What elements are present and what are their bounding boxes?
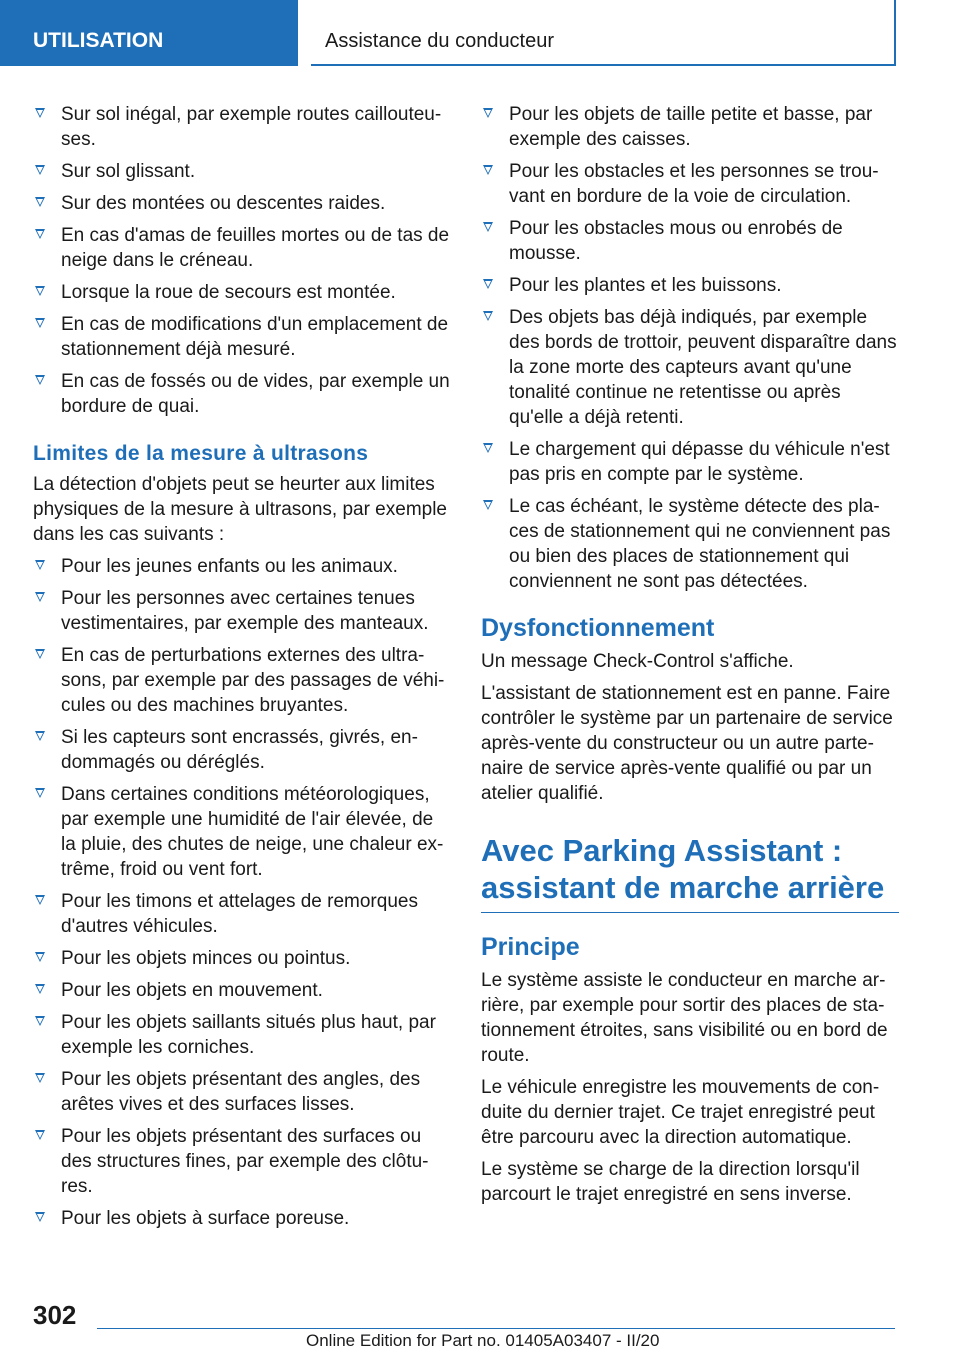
- bullet-triangle-icon: [35, 108, 45, 118]
- list-item: [33, 1067, 451, 1117]
- list-item-text: En cas de perturbations externes des ultra-sons, par exemple par des passages de véhi-cules ou des machines bruyantes.: [61, 645, 445, 716]
- list-item: [481, 494, 899, 594]
- list-item: [33, 280, 451, 305]
- list-item-text: Sur sol glissant.: [61, 161, 196, 182]
- bullet-triangle-icon: [35, 952, 45, 962]
- list-item: [481, 437, 899, 487]
- list-item-text: Pour les objets en mouvement.: [61, 980, 323, 1001]
- bullet-triangle-icon: [483, 222, 493, 232]
- bullet-triangle-icon: [35, 286, 45, 296]
- bullet-triangle-icon: [483, 311, 493, 321]
- list-item: [33, 159, 451, 184]
- list-item: [33, 889, 451, 939]
- list-item: [33, 1206, 451, 1231]
- bullet-triangle-icon: [35, 375, 45, 385]
- list-item-text: Pour les objets de taille petite et basse, par exemple des caisses.: [509, 104, 873, 150]
- paragraph: Le système se charge de la direction lorsqu'il parcourt le trajet enregistré en sens inverse.: [481, 1159, 860, 1205]
- list-item-text: En cas d'amas de feuilles mortes ou de tas de neige dans le créneau.: [61, 225, 450, 271]
- list-item: [33, 102, 451, 152]
- bullet-triangle-icon: [35, 1212, 45, 1222]
- bullet-triangle-icon: [35, 165, 45, 175]
- bullet-triangle-icon: [483, 108, 493, 118]
- bullet-triangle-icon: [35, 984, 45, 994]
- list-item: [481, 159, 899, 209]
- bullet-triangle-icon: [483, 279, 493, 289]
- paragraph: Le véhicule enregistre les mouvements de con-duite du dernier trajet. Ce trajet enregistré peut être parcouru avec la direction automatique.: [481, 1077, 880, 1148]
- bullet-triangle-icon: [35, 560, 45, 570]
- paragraph: L'assistant de stationnement est en panne. Faire contrôler le système par un partenaire de service après-vente du constructeur ou un autre parte-naire de service après-vente qualifié ou par un atelier qualifié.: [481, 683, 893, 804]
- footer-divider: [97, 1328, 895, 1329]
- bullet-triangle-icon: [35, 895, 45, 905]
- bullet-triangle-icon: [483, 165, 493, 175]
- list-item-text: En cas de fossés ou de vides, par exemple un bordure de quai.: [61, 371, 450, 417]
- list-item: [33, 369, 451, 419]
- list-item-text: Pour les jeunes enfants ou les animaux.: [61, 556, 398, 577]
- list-item: [481, 102, 899, 152]
- list-item: [33, 1124, 451, 1199]
- list-item-text: Lorsque la roue de secours est montée.: [61, 282, 396, 303]
- bullet-triangle-icon: [35, 788, 45, 798]
- principle-heading: Principe: [481, 933, 580, 961]
- bullet-triangle-icon: [35, 731, 45, 741]
- list-item-text: Dans certaines conditions météorologiques, par exemple une humidité de l'air élevée, de la pluie, des chutes de neige, une chaleur ex-trême, froid ou vent fort.: [61, 784, 444, 880]
- chapter-title: Assistance du conducteur: [311, 0, 896, 66]
- bullet-list: [33, 554, 451, 1231]
- list-item: [33, 223, 451, 273]
- edition-note: Online Edition for Part no. 01405A03407 - II/20: [306, 1331, 660, 1350]
- page-number: 302: [33, 1300, 77, 1330]
- list-item-text: Sur sol inégal, par exemple routes caillouteu-ses.: [61, 104, 442, 150]
- list-item: [33, 1010, 451, 1060]
- bullet-triangle-icon: [483, 500, 493, 510]
- list-item-text: Pour les plantes et les buissons.: [509, 275, 782, 296]
- bullet-triangle-icon: [35, 1130, 45, 1140]
- list-item-text: Pour les objets à surface poreuse.: [61, 1208, 350, 1229]
- list-item: [33, 725, 451, 775]
- list-item-text: Pour les obstacles et les personnes se trou-vant en bordure de la voie de circulation.: [509, 161, 879, 207]
- bullet-triangle-icon: [483, 443, 493, 453]
- list-item-text: Le cas échéant, le système détecte des pla-ces de stationnement qui ne conviennent pas ou bien des places de stationnement qui conviennent ne sont pas détectées.: [509, 496, 891, 592]
- left-column: [33, 102, 451, 1238]
- list-item-text: Si les capteurs sont encrassés, givrés, en-dommagés ou déréglés.: [61, 727, 418, 773]
- list-item-text: Des objets bas déjà indiqués, par exemple des bords de trottoir, peuvent disparaître dans la zone morte des capteurs avant qu'une tonalité continue ne retentisse ou après qu'elle a déjà retenti.: [509, 307, 897, 428]
- list-item: [33, 312, 451, 362]
- bullet-list: [33, 102, 451, 419]
- list-item-text: Pour les objets saillants situés plus haut, par exemple les corniches.: [61, 1012, 436, 1058]
- list-item-text: Pour les objets présentant des surfaces ou des structures fines, par exemple des clôtu-res.: [61, 1126, 429, 1197]
- list-item-text: Le chargement qui dépasse du véhicule n'est pas pris en compte par le système.: [509, 439, 890, 485]
- bullet-triangle-icon: [35, 197, 45, 207]
- list-item-text: Pour les personnes avec certaines tenues vestimentaires, par exemple des manteaux.: [61, 588, 429, 634]
- limits-intro: La détection d'objets peut se heurter aux limites physiques de la mesure à ultrasons, par exemple dans les cas suivants :: [33, 474, 448, 545]
- list-item-text: En cas de modifications d'un emplacement de stationnement déjà mesuré.: [61, 314, 449, 360]
- list-item: [481, 216, 899, 266]
- section-title: Avec Parking Assistant : assistant de marche arrière: [481, 832, 899, 913]
- list-item: [33, 782, 451, 882]
- bullet-triangle-icon: [35, 1073, 45, 1083]
- paragraph: Le système assiste le conducteur en marche ar-rière, par exemple pour sortir des places de sta-tionnement étroites, sans visibilité ou en bord de route.: [481, 970, 888, 1066]
- bullet-triangle-icon: [35, 649, 45, 659]
- right-column: [481, 102, 899, 1214]
- paragraph: Un message Check-Control s'affiche.: [481, 651, 794, 672]
- limits-heading: Limites de la mesure à ultrasons: [33, 442, 369, 465]
- list-item-text: Pour les objets présentant des angles, des arêtes vives et des surfaces lisses.: [61, 1069, 421, 1115]
- list-item: [481, 273, 899, 298]
- list-item: [33, 946, 451, 971]
- list-item-text: Pour les objets minces ou pointus.: [61, 948, 351, 969]
- list-item-text: Pour les timons et attelages de remorques d'autres véhicules.: [61, 891, 418, 937]
- list-item: [33, 643, 451, 718]
- malfunction-heading: Dysfonctionnement: [481, 614, 715, 642]
- list-item-text: Pour les obstacles mous ou enrobés de mousse.: [509, 218, 843, 264]
- list-item-text: Sur des montées ou descentes raides.: [61, 193, 386, 214]
- section-tab: UTILISATION: [0, 0, 298, 66]
- bullet-triangle-icon: [35, 1016, 45, 1026]
- list-item: [33, 586, 451, 636]
- list-item: [33, 554, 451, 579]
- list-item: [33, 978, 451, 1003]
- list-item: [481, 305, 899, 430]
- bullet-triangle-icon: [35, 229, 45, 239]
- list-item: [33, 191, 451, 216]
- bullet-triangle-icon: [35, 592, 45, 602]
- bullet-list: [481, 102, 899, 594]
- bullet-triangle-icon: [35, 318, 45, 328]
